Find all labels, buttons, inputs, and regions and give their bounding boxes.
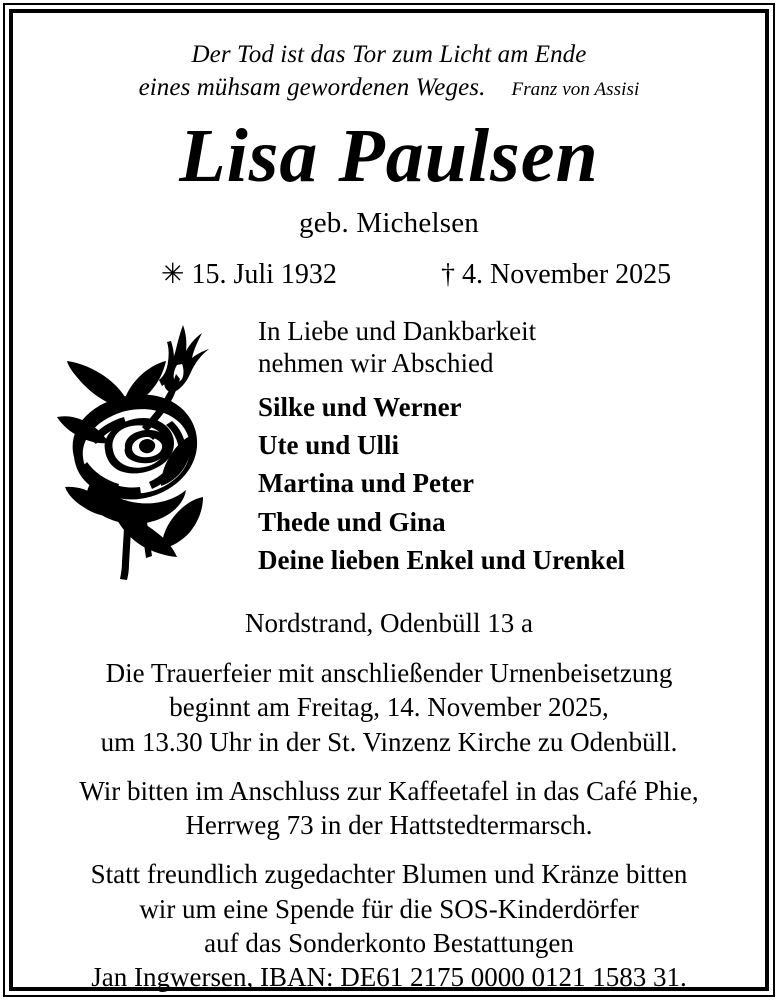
family-name-item: Deine lieben Enkel und Urenkel — [258, 545, 626, 576]
epigraph-line-2-wrap — [18, 71, 760, 104]
donation-line-3: auf das Sonderkonto Bestattungen — [204, 927, 574, 958]
illustration-and-family — [18, 313, 760, 582]
location-line: Nordstrand, Odenbüll 13 a — [245, 608, 533, 638]
donation-details — [18, 857, 760, 994]
donation-line-2: wir um eine Spende für die SOS-Kinderdörfer — [139, 893, 639, 924]
epigraph — [18, 18, 760, 104]
donation-line-1: Statt freundlich zugedachter Blumen und Kränze bitten — [90, 859, 688, 890]
rose-illustration-wrap — [18, 313, 258, 582]
family-name-item: Silke und Werner — [258, 391, 462, 422]
family-intro-line-2: nehmen wir Abschied — [258, 348, 494, 379]
service-line-3: um 13.30 Uhr in der St. Vinzenz Kirche zu Odenbüll. — [100, 726, 678, 757]
epigraph-line-2: eines mühsam gewordenen Weges. — [138, 74, 486, 101]
reception-details — [18, 774, 760, 843]
family-name-item: Ute und Ulli — [258, 430, 400, 461]
life-dates — [18, 257, 760, 291]
deceased-maiden-name: geb. Michelsen — [299, 207, 479, 239]
reception-line-2: Herrweg 73 in der Hattstedtermarsch. — [185, 810, 593, 841]
death-date: † 4. November 2025 — [441, 259, 672, 290]
epigraph-attribution: Franz von Assisi — [511, 79, 640, 100]
notice-content — [18, 18, 760, 993]
reception-line-1: Wir bitten im Anschluss zur Kaffeetafel in das Café Phie, — [79, 775, 699, 806]
family-name-item: Thede und Gina — [258, 506, 446, 537]
family-name-item: Martina und Peter — [258, 468, 474, 499]
birth-date: ✳ 15. Juli 1932 — [161, 259, 337, 290]
family-intro-line-1: In Liebe und Dankbarkeit — [258, 316, 537, 346]
family-intro — [258, 315, 760, 380]
family-block — [258, 313, 760, 579]
donation-iban-line: Jan Ingwersen, IBAN: DE61 2175 0000 0121 1583 31. — [91, 962, 687, 993]
service-line-1: Die Trauerfeier mit anschließender Urnenbeisetzung — [105, 658, 673, 688]
family-names-list — [258, 388, 760, 580]
epigraph-line-1: Der Tod ist das Tor zum Licht am Ende — [191, 41, 587, 68]
deceased-name: Lisa Paulsen — [179, 114, 599, 198]
service-line-2: beginnt am Freitag, 14. November 2025, — [169, 692, 609, 723]
service-details — [18, 656, 760, 759]
rose-icon — [53, 317, 223, 582]
